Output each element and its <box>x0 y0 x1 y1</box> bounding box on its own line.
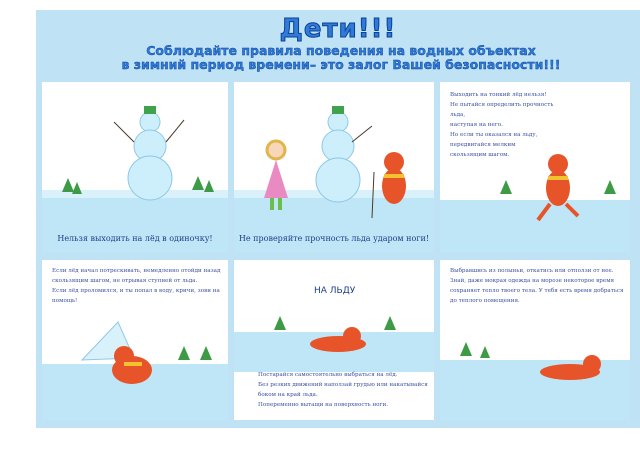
panel-4-line: помощь! <box>52 298 78 304</box>
panel-6-line: Знай, даже мокрая одежда на морозе некоторое время <box>450 278 615 284</box>
panel-ice-cracking <box>42 260 228 420</box>
snowman-illustration <box>42 82 228 252</box>
panel-4-line: скользящим шагом, не отрывая ступней от льда. <box>52 278 198 284</box>
panel-5-line: боком на край льда. <box>258 392 318 398</box>
panel-5-line: Попеременно вытащи на поверхность ноги. <box>258 402 388 408</box>
panel-3-line: передвигайся мелким <box>450 142 516 148</box>
panel-6-line: сохраняет тепло твоего тела. У тебя есть время добраться <box>450 288 624 294</box>
panel-3-line: Выходить на тонкий лёд нельзя! <box>450 92 547 98</box>
girl-snowman-cat-illustration <box>234 82 434 252</box>
panel-2-caption: Не проверяйте прочность льда ударом ноги! <box>238 234 430 243</box>
panel-3-line: скользящим шагом. <box>450 152 510 158</box>
panel-6-line: Выбравшись из полыньи, откатись или отползи от нее. <box>450 268 614 274</box>
panel-3-text <box>450 90 570 160</box>
panel-5-line: Без резких движений наползай грудью или накатывайся <box>258 382 428 388</box>
panel-3-line: Но если ты оказался на льду, <box>450 132 538 138</box>
panel-5-line: Постарайся самостоятельно выбраться на лёд. <box>258 372 398 378</box>
panel-5-heading: НА ЛЬДУ <box>314 286 356 296</box>
panel-6-text <box>450 266 626 306</box>
poster-subtitle <box>106 44 576 72</box>
panel-6-line: до теплого помещения. <box>450 298 520 304</box>
poster <box>36 10 640 428</box>
panel-4-text <box>52 266 222 306</box>
panel-3-line: Не пытайся определить прочность льда, <box>450 102 554 118</box>
panel-on-ice <box>234 260 434 420</box>
poster-title: Дети!!! <box>279 14 397 44</box>
subtitle-line-2: в зимний период времени– это залог Вашей безопасности!!! <box>121 57 561 72</box>
panel-check-ice <box>234 82 434 252</box>
panel-4-line: Если лёд проломился, и ты попал в воду, кричи, зови на <box>52 288 220 294</box>
panel-3-line: наступая на него. <box>450 122 503 128</box>
panel-4-line: Если лёд начал потрескивать, немедленно отойди назад <box>52 268 221 274</box>
panel-5-text <box>258 370 428 410</box>
panel-after-escape <box>440 260 630 420</box>
panel-1-caption: Нельзя выходить на лёд в одиночку! <box>57 234 213 243</box>
panel-alone-on-ice <box>42 82 228 252</box>
subtitle-line-1: Соблюдайте правила поведения на водных объектах <box>146 43 536 58</box>
panel-thin-ice <box>440 82 630 252</box>
